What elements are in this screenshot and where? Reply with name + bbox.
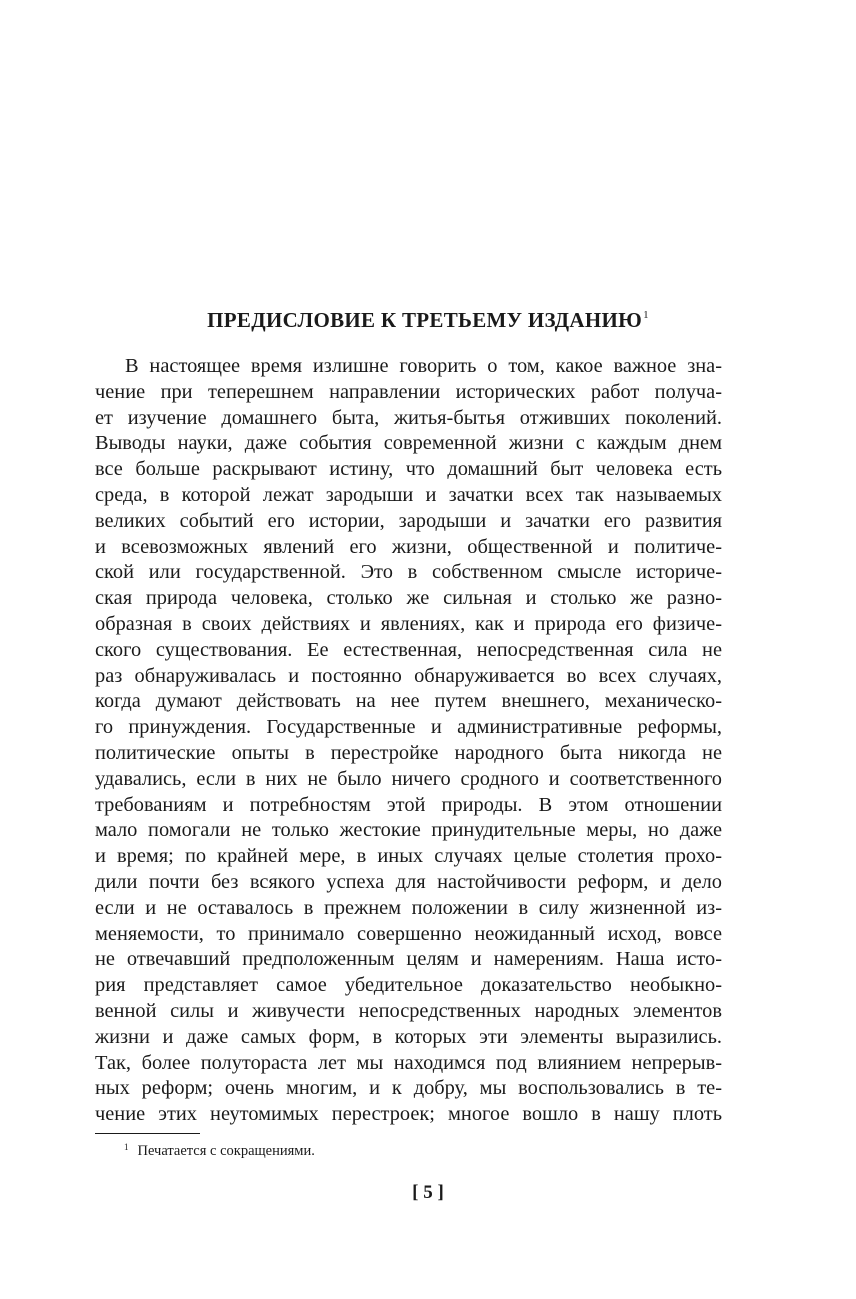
footnote-divider xyxy=(95,1133,200,1134)
footnote-marker: 1 xyxy=(124,1142,129,1152)
text-line: го принуждения. Государственные и административные реформы, xyxy=(95,716,722,739)
text-line: рия представляет самое убедительное доказательство необыкно- xyxy=(95,974,722,997)
text-line: чение этих неутомимых перестроек; многое вошло в нашу плоть xyxy=(95,1103,722,1126)
text-line: меняемости, то принимало совершенно неожиданный исход, вовсе xyxy=(95,922,722,945)
text-line: мало помогали не только жестокие принудительные меры, но даже xyxy=(95,819,722,842)
body-text xyxy=(95,354,722,1128)
text-line: все больше раскрывают истину, что домашний быт человека есть xyxy=(95,458,722,481)
text-line: ской или государственной. Это в собственном смысле историче- xyxy=(95,561,722,584)
text-line: чение при теперешнем направлении исторических работ получа- xyxy=(95,380,722,403)
text-line: раз обнаруживалась и постоянно обнаруживается во всех случаях, xyxy=(95,664,722,687)
text-line: образная в своих действиях и явлениях, как и природа его физиче- xyxy=(95,612,722,635)
title-footnote-marker: 1 xyxy=(643,309,649,321)
text-line: и время; по крайней мере, в иных случаях целые столетия прохо- xyxy=(95,845,722,868)
text-line: если и не оставалось в прежнем положении в силу жизненной из- xyxy=(95,896,722,919)
title-text: ПРЕДИСЛОВИЕ К ТРЕТЬЕМУ ИЗДАНИЮ xyxy=(207,308,643,332)
text-line: и всевозможных явлений его жизни, общественной и политиче- xyxy=(95,535,722,558)
footnote-text: Печатается с сокращениями. xyxy=(137,1143,315,1159)
text-line: жизни и даже самых форм, в которых эти элементы выразились. xyxy=(95,1025,722,1048)
footnote xyxy=(124,1142,315,1160)
text-line: Так, более полутораста лет мы находимся под влиянием непрерыв- xyxy=(95,1051,722,1074)
text-line: удавались, если в них не было ничего сродного и соответственного xyxy=(95,767,722,790)
text-line: не отвечавший предположенным целям и намерениям. Наша исто- xyxy=(95,948,722,971)
text-line: ет изучение домашнего быта, житья-бытья отживших поколений. xyxy=(95,406,722,429)
text-line: ского существования. Ее естественная, непосредственная сила не xyxy=(95,638,722,661)
text-line: В настоящее время излишне говорить о том, какое важное зна- xyxy=(125,355,722,377)
text-line: Выводы науки, даже события современной жизни с каждым днем xyxy=(95,432,722,455)
text-line: политические опыты в перестройке народного быта никогда не xyxy=(95,741,722,764)
text-line: ных реформ; очень многим, и к добру, мы воспользовались в те- xyxy=(95,1077,722,1100)
text-line: великих событий его истории, зародыши и зачатки его развития xyxy=(95,509,722,532)
text-line: когда думают действовать на нее путем внешнего, механическо- xyxy=(95,690,722,713)
text-line: дили почти без всякого успеха для настойчивости реформ, и дело xyxy=(95,870,722,893)
page-title xyxy=(0,308,856,333)
page-number: [ 5 ] xyxy=(412,1182,444,1203)
text-line: ская природа человека, столько же сильная и столько же разно- xyxy=(95,587,722,610)
text-line: венной силы и живучести непосредственных народных элементов xyxy=(95,999,722,1022)
text-line: требованиям и потребностям этой природы. В этом отношении xyxy=(95,793,722,816)
text-line: среда, в которой лежат зародыши и зачатки всех так называемых xyxy=(95,483,722,506)
